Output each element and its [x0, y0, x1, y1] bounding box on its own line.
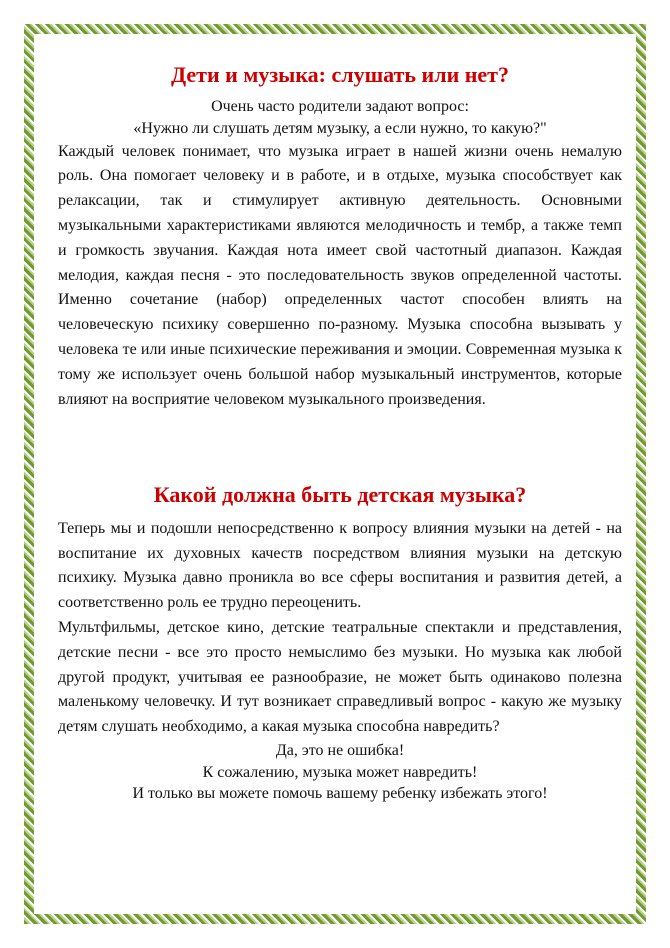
section-2-paragraph-2: Мультфильмы, детское кино, детские театральные спектакли и представления, детские песни - все это просто немыслимо без музыки. Но музыка как любой другой продукт, учитывая ее разнообразие, не может быть одинаково полезна маленькому человечку. И тут возникает справедливый вопрос - какую же музыку детям слушать необходимо, а какая музыка способна навредить?	[58, 618, 622, 736]
closing-line-3: И только вы можете помочь вашему ребенку избежать этого!	[132, 785, 548, 803]
closing-line-1: Да, это не ошибка!	[275, 741, 405, 759]
section-2-paragraph-1: Теперь мы и подошли непосредственно к вопросу влияния музыки на детей - на воспитание их духовных качеств посредством влияния музыки на детскую психику. Музыка давно проникла во все сферы воспитания и развития детей, а соответственно роль ее трудно переоценить.	[58, 519, 622, 612]
intro-line-2: «Нужно ли слушать детям музыку, а если нужно, то какую?"	[133, 119, 547, 137]
closing-line-2: К сожалению, музыка может навредить!	[202, 763, 478, 781]
section-title-2: Какой должна быть детская музыка?	[153, 482, 527, 508]
section-title-1: Дети и музыка: слушать или нет?	[171, 62, 509, 87]
intro-line-1: Очень часто родители задают вопрос:	[211, 98, 469, 116]
section-1-paragraph: Каждый человек понимает, что музыка играет в нашей жизни очень немалую роль. Она помогает человеку и в работе, и в отдыхе, музыка способствует как релаксации, так и стимулирует активную деятельность. Основными музыкальными характеристиками являются мелодичность и тембр, а также темп и громкость звучания. Каждая нота имеет свой частотный диапазон. Каждая мелодия, каждая песня - это последовательность звуков определенной частоты. Именно сочетание (набор) определенных частот способен влиять на человеческую психику совершенно по-разному. Музыка способна вызывать у человека те или иные психические переживания и эмоции. Современная музыка к тому же использует очень большой набор музыкальный инструментов, которые влияют на восприятие человеком музыкального произведения.	[58, 142, 622, 408]
document-page	[58, 62, 622, 805]
